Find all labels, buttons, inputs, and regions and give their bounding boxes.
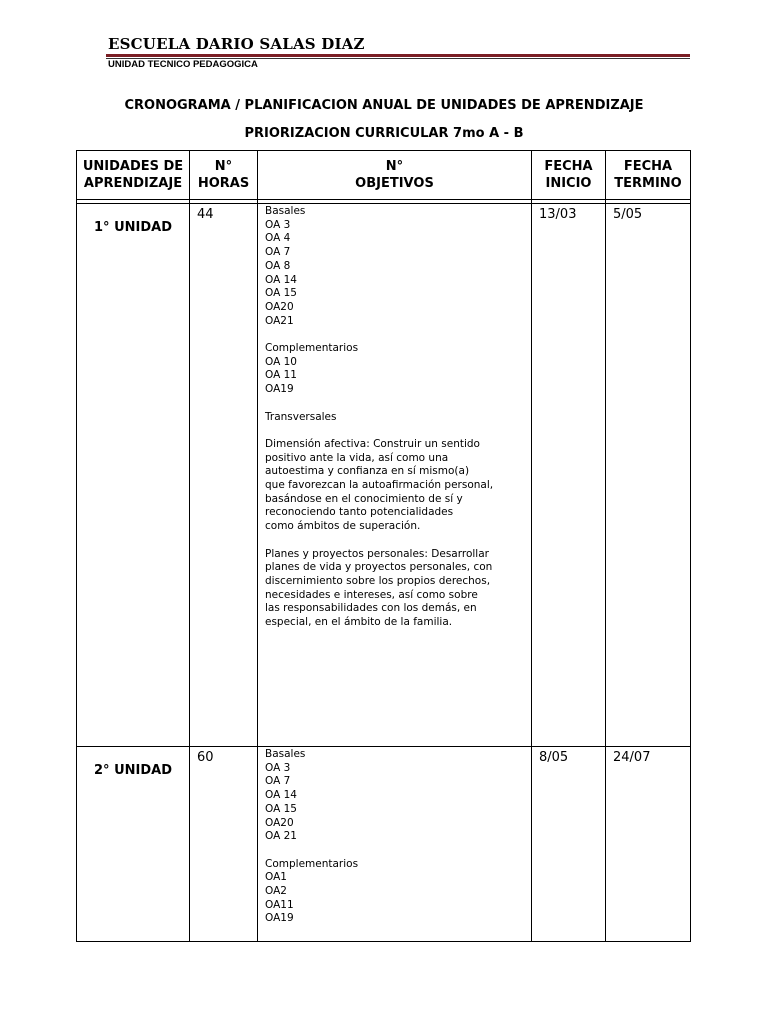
objective-line: OA21 (265, 314, 294, 327)
unit-name: 2° UNIDAD (77, 747, 190, 942)
objective-line: Complementarios (265, 342, 359, 355)
objective-line (265, 328, 531, 342)
header-hours-line2: HORAS (197, 176, 250, 191)
department-name: UNIDAD TECNICO PEDAGOGICA (108, 59, 258, 70)
objective-line: OA 15 (265, 802, 297, 815)
objective-line: OA 15 (265, 287, 297, 300)
objective-line: Complementarios (265, 857, 359, 870)
school-name: ESCUELA DARIO SALAS DIAZ (108, 35, 365, 53)
objective-line: discernimiento sobre los propios derechos, (265, 574, 491, 587)
header-end-line2: TERMINO (614, 176, 682, 191)
objective-line: OA 7 (265, 246, 291, 259)
unit-end-date: 24/07 (606, 747, 691, 942)
unit-start-date: 8/05 (532, 747, 606, 942)
objective-line: OA20 (265, 300, 294, 313)
unit-end-date: 5/05 (606, 204, 691, 747)
objective-line: OA 21 (265, 830, 297, 843)
objective-line: OA 10 (265, 355, 297, 368)
objective-line: que favorezcan la autoafirmación personal, (265, 479, 494, 492)
objective-line (265, 844, 531, 858)
header-row (77, 151, 691, 200)
table-row (77, 204, 691, 747)
document-subtitle: PRIORIZACION CURRICULAR 7mo A - B (244, 126, 524, 141)
objective-line: planes de vida y proyectos personales, con (265, 561, 493, 574)
objective-line: Basales (265, 748, 306, 760)
objective-line: OA 3 (265, 218, 291, 231)
header-objectives (258, 151, 532, 200)
unit-objectives (258, 204, 532, 747)
objective-line: OA19 (265, 383, 294, 396)
objective-line: OA 14 (265, 789, 297, 802)
objective-line: OA 7 (265, 775, 291, 788)
document-title: CRONOGRAMA / PLANIFICACION ANUAL DE UNIDADES DE APRENDIZAJE (124, 98, 644, 113)
header-hours-line1: N° (214, 159, 233, 174)
header-units-line2: APRENDIZAJE (83, 176, 183, 191)
objective-line: OA20 (265, 816, 294, 829)
header-units-line1: UNIDADES DE (82, 159, 184, 174)
table-row (77, 747, 691, 942)
objective-line (265, 534, 531, 548)
unit-objectives (258, 747, 532, 942)
objective-line (265, 397, 531, 411)
objective-line: OA11 (265, 898, 294, 911)
unit-hours: 44 (190, 204, 258, 747)
objective-line: OA2 (265, 885, 287, 898)
objective-line: OA1 (265, 871, 287, 884)
unit-start-date: 13/03 (532, 204, 606, 747)
objective-line: OA 14 (265, 273, 297, 286)
objective-line: Basales (265, 205, 306, 217)
objective-line: especial, en el ámbito de la familia. (265, 616, 453, 629)
objective-line: Dimensión afectiva: Construir un sentido (265, 437, 480, 450)
objective-line: OA19 (265, 912, 294, 925)
header-start-date (532, 151, 606, 200)
objective-line: como ámbitos de superación. (265, 520, 421, 533)
header-objectives-line2: OBJETIVOS (355, 176, 434, 191)
objective-line: OA 11 (265, 369, 297, 382)
objective-line: Planes y proyectos personales: Desarrollar (265, 547, 489, 560)
header-start-line2: INICIO (545, 176, 592, 191)
header-start-line1: FECHA (544, 159, 593, 174)
objective-line: OA 3 (265, 761, 291, 774)
objective-line: necesidades e intereses, así como sobre (265, 588, 478, 601)
schedule-table (76, 150, 691, 942)
header-end-line1: FECHA (623, 159, 673, 174)
objective-line: OA 8 (265, 259, 291, 272)
unit-hours: 60 (190, 747, 258, 942)
objective-line: OA 4 (265, 232, 291, 245)
objective-line: Transversales (265, 410, 337, 423)
objective-line: basándose en el conocimiento de sí y (265, 492, 463, 505)
header-hours (190, 151, 258, 200)
header-rule-thick (106, 54, 690, 57)
objective-line: reconociendo tanto potencialidades (265, 506, 454, 519)
objective-line: las responsabilidades con los demás, en (265, 602, 477, 615)
objective-line: positivo ante la vida, así como una (265, 451, 449, 464)
header-objectives-line1: N° (385, 159, 404, 174)
objective-line (265, 424, 531, 438)
header-units (77, 151, 190, 200)
objective-line: autoestima y confianza en sí mismo(a) (265, 465, 470, 478)
header-end-date (606, 151, 691, 200)
unit-name: 1° UNIDAD (77, 204, 190, 747)
